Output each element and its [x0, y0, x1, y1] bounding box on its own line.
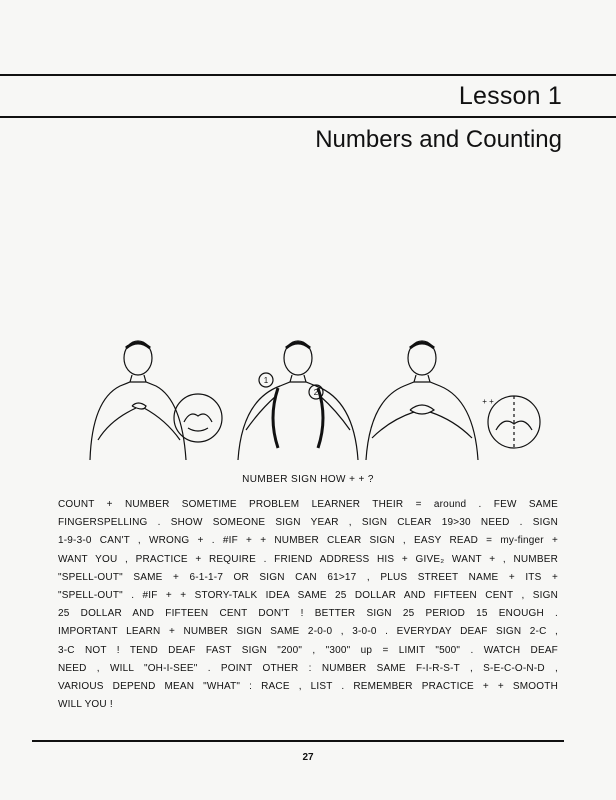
- body-line: WANT YOU , PRACTICE + REQUIRE . FRIEND ADDRESS HIS + GIVE₂ WANT + , NUMBER: [58, 553, 558, 565]
- body-line: IMPORTANT LEARN + NUMBER SIGN SAME 2-0-0 , 3-0-0 . EVERYDAY DEAF SIGN 2-C ,: [58, 626, 558, 638]
- signer-figure-1: [90, 341, 222, 460]
- body-line: 25 DOLLAR AND FIFTEEN CENT DON'T ! BETTER SIGN 25 PERIOD 15 ENOUGH .: [58, 608, 558, 620]
- header-rule-bottom: [0, 116, 616, 118]
- marker-1-label: 1: [263, 376, 269, 385]
- signer-figure-3: [366, 341, 540, 460]
- footer-rule: [32, 740, 564, 742]
- sign-illustration: [70, 330, 550, 470]
- body-line: VARIOUS DEPEND MEAN "WHAT" : RACE , LIST . REMEMBER PRACTICE + + SMOOTH: [58, 681, 558, 693]
- page-number: 27: [302, 752, 314, 763]
- marker-2-label: 2: [313, 388, 319, 397]
- lesson-body-text: [58, 496, 558, 714]
- figure-caption: NUMBER SIGN HOW + + ?: [242, 474, 374, 485]
- body-line: 1-9-3-0 CAN'T , WRONG + . #IF + + NUMBER CLEAR SIGN , EASY READ = my-finger +: [58, 535, 558, 547]
- body-line: "SPELL-OUT" SAME + 6-1-1-7 OR SIGN CAN 61>17 , PLUS STREET NAME + ITS +: [58, 571, 558, 583]
- body-line: "SPELL-OUT" . #IF + + STORY-TALK IDEA SAME 25 DOLLAR AND FIFTEEN CENT , SIGN: [58, 590, 558, 602]
- body-line: FINGERSPELLING . SHOW SOMEONE SIGN YEAR , SIGN CLEAR 19>30 NEED . SIGN: [58, 517, 558, 529]
- body-line: NEED , WILL "OH-I-SEE" . POINT OTHER : NUMBER SAME F-I-R-S-T , S-E-C-O-N-D ,: [58, 662, 558, 674]
- body-line: COUNT + NUMBER SOMETIME PROBLEM LEARNER THEIR = around . FEW SAME: [58, 499, 558, 510]
- lesson-heading: Lesson 1: [458, 82, 562, 110]
- body-line: 3-C NOT ! TEND DEAF FAST SIGN "200" , "300" up = LIMIT "500" . WATCH DEAF: [58, 644, 558, 656]
- page-title: Numbers and Counting: [315, 126, 562, 153]
- marker-repeat-label: + +: [482, 397, 494, 406]
- signer-figure-2: [238, 341, 358, 460]
- header-rule-top: [0, 74, 616, 76]
- body-line: WILL YOU !: [58, 699, 113, 711]
